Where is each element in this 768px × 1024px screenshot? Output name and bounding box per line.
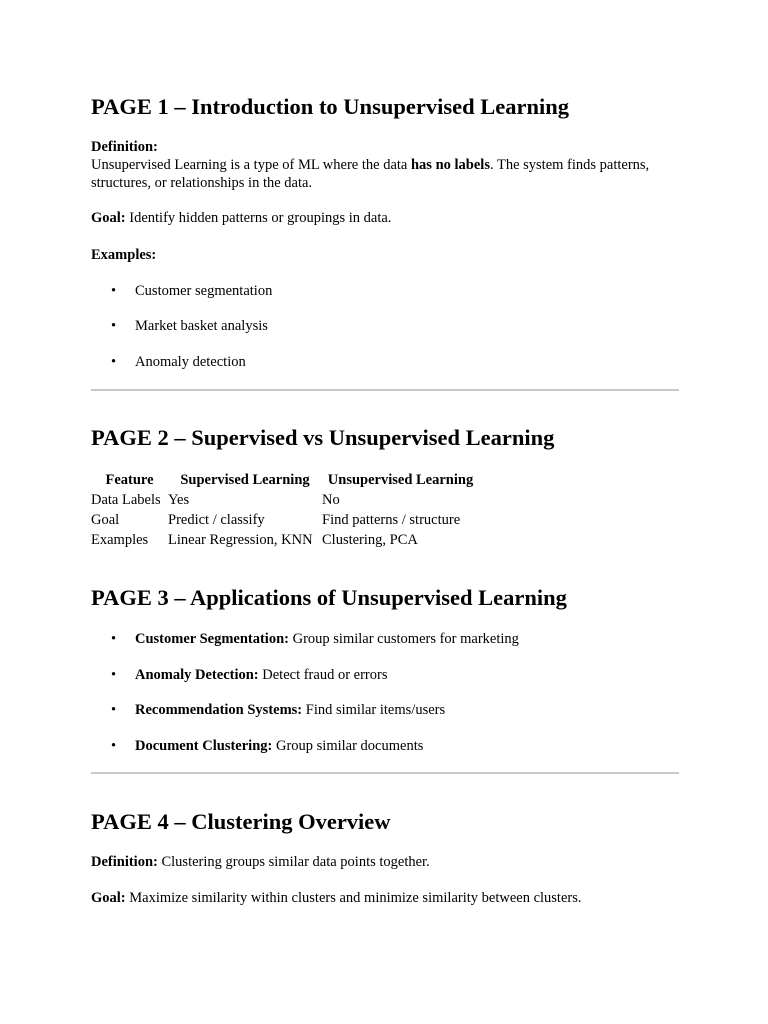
section-divider [91, 772, 679, 774]
page1-title: PAGE 1 – Introduction to Unsupervised Learning [91, 94, 569, 119]
table-header: Unsupervised Learning [327, 472, 474, 488]
bullet-icon: • [111, 631, 117, 647]
page4-title: PAGE 4 – Clustering Overview [91, 809, 391, 834]
table-row [91, 490, 479, 510]
table-cell: Predict / classify [168, 512, 265, 528]
table-header: Feature [105, 472, 154, 488]
table-cell: Clustering, PCA [322, 532, 418, 548]
section-divider [91, 389, 679, 391]
page3-title: PAGE 3 – Applications of Unsupervised Learning [91, 585, 567, 610]
table-header-row [91, 470, 479, 490]
bullet-icon: • [111, 283, 117, 299]
comparison-table [91, 470, 479, 550]
p4-goal: Goal: Maximize similarity within clusters and minimize similarity between clusters. [91, 890, 582, 906]
table-cell: Examples [91, 532, 149, 548]
table-cell: Find patterns / structure [322, 512, 461, 528]
p1-definition-label: Definition: [91, 139, 158, 155]
bullet-icon: • [111, 318, 117, 334]
bullet-icon: • [111, 702, 117, 718]
bullet-icon: • [111, 354, 117, 370]
page2-title: PAGE 2 – Supervised vs Unsupervised Learning [91, 425, 555, 450]
table-row [91, 530, 479, 550]
table-cell: Goal [91, 512, 120, 528]
table-cell: Data Labels [91, 492, 161, 508]
bullet-icon: • [111, 738, 117, 754]
p4-definition: Definition: Clustering groups similar data points together. [91, 854, 430, 870]
p1-definition-text: Unsupervised Learning is a type of ML where the data has no labels. The system finds patterns, structures, or relationships in the data. [91, 157, 650, 191]
table-cell: Linear Regression, KNN [168, 532, 313, 548]
bullet-icon: • [111, 667, 117, 683]
table-cell: Yes [168, 492, 190, 508]
p1-definition-bold: has no labels [410, 157, 490, 173]
p1-examples-label: Examples: [91, 247, 157, 263]
table-header: Supervised Learning [180, 472, 310, 488]
table-cell: No [322, 492, 340, 508]
p1-goal: Goal: Identify hidden patterns or groupings in data. [91, 210, 392, 226]
table-row [91, 510, 479, 530]
